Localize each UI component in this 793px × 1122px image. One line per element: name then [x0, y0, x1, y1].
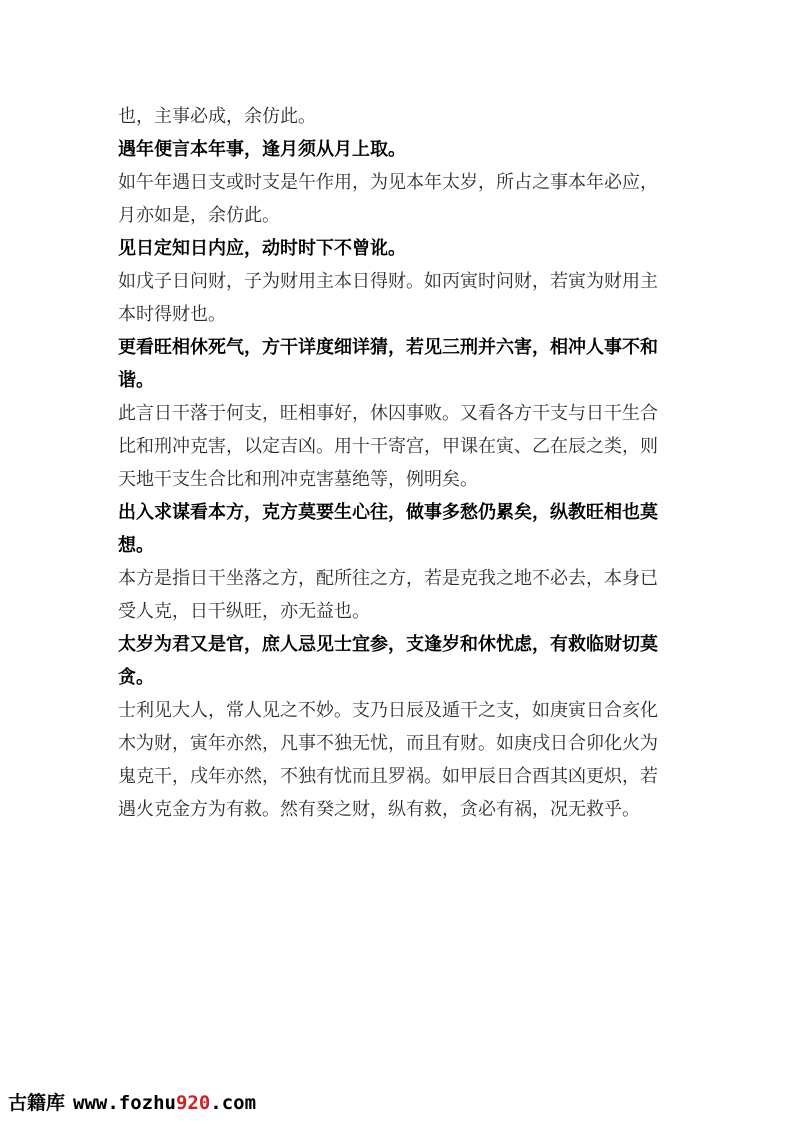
site-name: 古籍库	[8, 1092, 66, 1114]
url-suffix: .com	[210, 1092, 257, 1114]
document-body	[118, 100, 680, 826]
verse-line: 出入求谋看本方，克方莫要生心往，做事多愁仍累矣，纵教旺相也莫	[118, 502, 658, 523]
verse-line: 见日定知日内应，动时时下不曾讹。	[118, 238, 406, 259]
text-line: 如午年遇日支或时支是午作用，为见本年太岁，所占之事本年必应，	[118, 172, 658, 193]
text-line: 如戊子日问财，子为财用主本日得财。如丙寅时问财，若寅为财用主	[118, 271, 658, 292]
text-line: 木为财，寅年亦然，凡事不独无忧，而且有财。如庚戌日合卯化火为	[118, 733, 658, 754]
url-prefix: www.fozhu	[73, 1092, 176, 1114]
verse-line: 更看旺相休死气，方干详度细详猜，若见三刑并六害，相冲人事不和	[118, 337, 658, 358]
text-line: 遇火克金方为有救。然有癸之财，纵有救，贪必有祸，况无救乎。	[118, 799, 640, 820]
text-line: 受人克，日干纵旺，亦无益也。	[118, 601, 370, 622]
verse-line: 想。	[118, 535, 154, 556]
text-line: 月亦如是，余仿此。	[118, 205, 280, 226]
text-line: 天地干支生合比和刑冲克害墓绝等，例明矣。	[118, 469, 478, 490]
text-line: 本时得财也。	[118, 304, 226, 325]
verse-line: 贪。	[118, 667, 154, 688]
verse-line: 遇年便言本年事，逢月须从月上取。	[118, 139, 406, 160]
text-line: 比和刑冲克害，以定吉凶。用十干寄宫，甲课在寅、乙在辰之类，则	[118, 436, 658, 457]
text-line: 也，主事必成，余仿此。	[118, 106, 316, 127]
text-line: 鬼克干，戌年亦然，不独有忧而且罗祸。如甲辰日合酉其凶更炽，若	[118, 766, 658, 787]
text-line: 此言日干落于何支，旺相事好，休囚事败。又看各方干支与日干生合	[118, 403, 658, 424]
url-accent: 920	[175, 1092, 211, 1114]
text-line: 本方是指日干坐落之方，配所往之方，若是克我之地不必去，本身已	[118, 568, 658, 589]
footer-watermark	[8, 1088, 256, 1115]
verse-line: 太岁为君又是官，庶人忌见士宜参，支逢岁和休忧虑，有救临财切莫	[118, 634, 658, 655]
verse-line: 谐。	[118, 370, 154, 391]
text-line: 士利见大人，常人见之不妙。支乃日辰及遁干之支，如庚寅日合亥化	[118, 700, 658, 721]
